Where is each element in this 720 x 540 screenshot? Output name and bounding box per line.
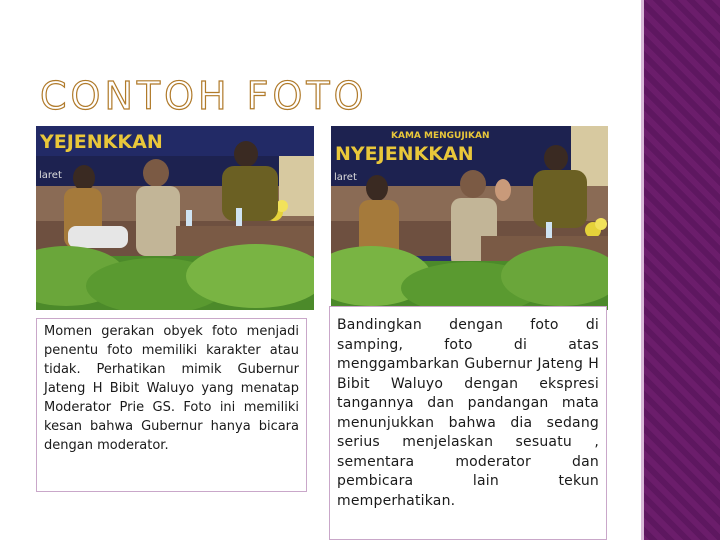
slide-title: CONTOH FOTO bbox=[40, 74, 368, 118]
decorative-side-band bbox=[641, 0, 720, 540]
caption-left: Momen gerakan obyek foto menjadi penentu foto memiliki karakter atau tidak. Perhatikan mimik Gubernur Jateng H Bibit Waluyo yang menatap Moderator Prie GS. Foto ini memiliki kesan bahwa Gubernur hanya bicara dengan moderator. bbox=[36, 318, 307, 492]
caption-right: Bandingkan dengan foto di samping, foto di atas menggambarkan Gubernur Jateng H Bibit Waluyo dengan ekspresi tangannya dan pandangan mata menunjukkan bahwa dia sedang serius menjelaskan sesuatu , sementara moderator dan pembicara lain tekun memperhatikan. bbox=[329, 306, 607, 540]
left-banner-small: laret bbox=[39, 170, 62, 181]
left-banner-text: YEJENKKAN bbox=[40, 131, 163, 153]
photo-left bbox=[36, 126, 314, 310]
right-banner-top: KAMA MENGUJIKAN bbox=[391, 131, 490, 141]
right-banner-small: laret bbox=[334, 172, 357, 183]
right-banner-text: NYEJENKKAN bbox=[335, 143, 474, 165]
photo-right bbox=[331, 126, 608, 310]
